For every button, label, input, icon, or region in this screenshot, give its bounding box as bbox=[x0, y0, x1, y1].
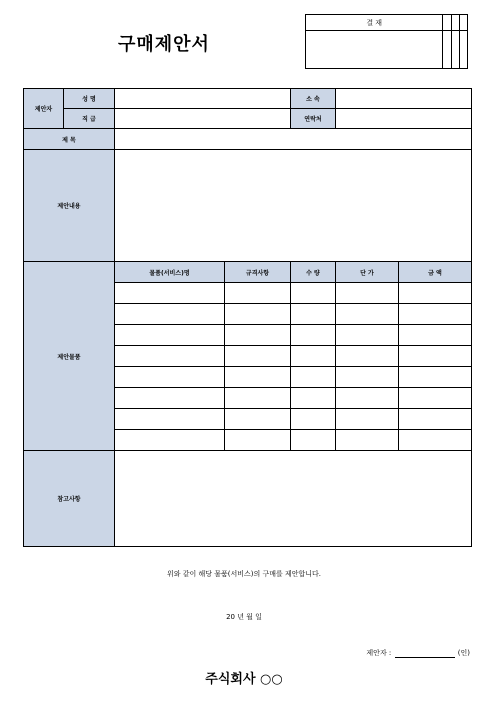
name-label: 성 명 bbox=[64, 89, 115, 109]
items-header-qty: 수 량 bbox=[291, 262, 336, 283]
item-cell[interactable] bbox=[399, 325, 472, 346]
content-label: 제안내용 bbox=[24, 150, 115, 262]
signature-line[interactable] bbox=[395, 657, 455, 658]
item-cell[interactable] bbox=[225, 409, 291, 430]
item-cell[interactable] bbox=[115, 388, 225, 409]
proposer-section-label: 제안자 bbox=[24, 89, 64, 129]
dept-field[interactable] bbox=[336, 89, 472, 109]
item-cell[interactable] bbox=[291, 409, 336, 430]
item-cell[interactable] bbox=[399, 430, 472, 451]
item-cell[interactable] bbox=[399, 409, 472, 430]
item-cell[interactable] bbox=[115, 304, 225, 325]
item-cell[interactable] bbox=[336, 367, 399, 388]
item-cell[interactable] bbox=[399, 367, 472, 388]
item-cell[interactable] bbox=[225, 304, 291, 325]
item-cell[interactable] bbox=[399, 346, 472, 367]
item-cell[interactable] bbox=[225, 430, 291, 451]
item-cell[interactable] bbox=[115, 325, 225, 346]
contact-field[interactable] bbox=[336, 109, 472, 129]
item-cell[interactable] bbox=[399, 388, 472, 409]
item-cell[interactable] bbox=[336, 409, 399, 430]
item-cell[interactable] bbox=[225, 325, 291, 346]
items-header-price: 단 가 bbox=[336, 262, 399, 283]
item-cell[interactable] bbox=[225, 367, 291, 388]
document-title: 구매제안서 bbox=[118, 34, 210, 55]
item-cell[interactable] bbox=[115, 430, 225, 451]
proposer-sign-label: 제안자 : bbox=[366, 649, 392, 657]
item-cell[interactable] bbox=[225, 283, 291, 304]
item-cell[interactable] bbox=[225, 388, 291, 409]
approval-sign-cell[interactable] bbox=[451, 31, 459, 69]
company-name: 주식회사 ○○ bbox=[205, 672, 283, 687]
item-cell[interactable] bbox=[291, 367, 336, 388]
special-field[interactable] bbox=[115, 451, 472, 547]
statement-text: 위와 같이 해당 물품(서비스)의 구매를 제안합니다. bbox=[166, 570, 322, 578]
subject-field[interactable] bbox=[115, 129, 472, 150]
approval-cell[interactable] bbox=[443, 15, 451, 31]
proposal-form-table bbox=[23, 88, 472, 547]
approval-cell[interactable] bbox=[459, 15, 467, 31]
item-cell[interactable] bbox=[336, 430, 399, 451]
name-field[interactable] bbox=[115, 89, 291, 109]
position-label: 직 급 bbox=[64, 109, 115, 129]
approval-cell[interactable] bbox=[451, 15, 459, 31]
approval-sign-cell[interactable] bbox=[306, 31, 443, 69]
approval-sign-cell[interactable] bbox=[459, 31, 467, 69]
item-cell[interactable] bbox=[115, 283, 225, 304]
item-cell[interactable] bbox=[291, 283, 336, 304]
seal-mark: (인) bbox=[457, 649, 470, 657]
item-cell[interactable] bbox=[336, 325, 399, 346]
approval-label: 결 재 bbox=[306, 15, 443, 31]
dept-label: 소 속 bbox=[291, 89, 336, 109]
approval-box bbox=[305, 14, 468, 69]
content-field[interactable] bbox=[115, 150, 472, 262]
position-field[interactable] bbox=[115, 109, 291, 129]
item-cell[interactable] bbox=[291, 304, 336, 325]
item-cell[interactable] bbox=[336, 388, 399, 409]
items-section-label: 제안물품 bbox=[24, 262, 115, 451]
special-label: 참고사항 bbox=[24, 451, 115, 547]
item-cell[interactable] bbox=[336, 304, 399, 325]
item-cell[interactable] bbox=[115, 367, 225, 388]
item-cell[interactable] bbox=[336, 346, 399, 367]
item-cell[interactable] bbox=[336, 283, 399, 304]
item-cell[interactable] bbox=[225, 346, 291, 367]
item-cell[interactable] bbox=[115, 346, 225, 367]
item-cell[interactable] bbox=[291, 388, 336, 409]
proposer-signature bbox=[366, 648, 470, 658]
items-header-spec: 규격사항 bbox=[225, 262, 291, 283]
item-cell[interactable] bbox=[291, 430, 336, 451]
date-line: 20 년 월 일 bbox=[226, 613, 262, 621]
items-header-name: 물품(서비스)명 bbox=[115, 262, 225, 283]
contact-label: 연락처 bbox=[291, 109, 336, 129]
items-header-amount: 금 액 bbox=[399, 262, 472, 283]
item-cell[interactable] bbox=[399, 283, 472, 304]
item-cell[interactable] bbox=[115, 409, 225, 430]
approval-sign-cell[interactable] bbox=[443, 31, 451, 69]
item-cell[interactable] bbox=[399, 304, 472, 325]
item-cell[interactable] bbox=[291, 325, 336, 346]
item-cell[interactable] bbox=[291, 346, 336, 367]
subject-label: 제 목 bbox=[24, 129, 115, 150]
